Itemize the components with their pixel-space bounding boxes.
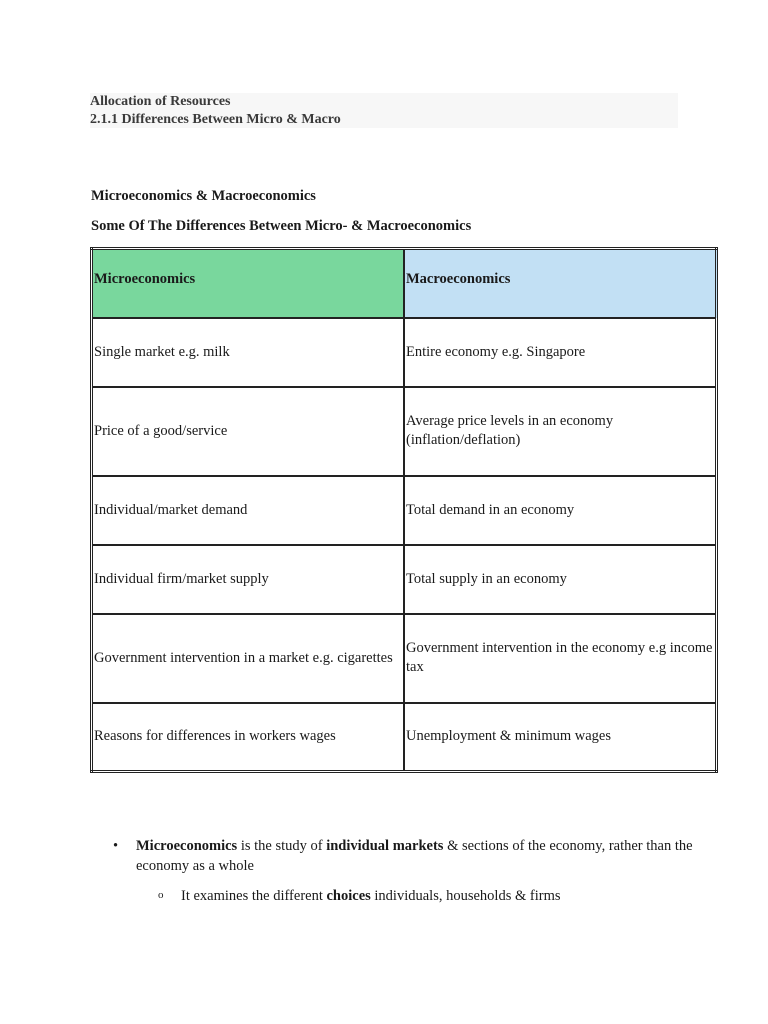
macro-cell: Unemployment & minimum wages bbox=[404, 703, 717, 772]
micro-cell: Single market e.g. milk bbox=[92, 318, 405, 387]
sub-bullet-marker: o bbox=[158, 889, 164, 901]
table-row bbox=[92, 703, 717, 772]
bullet-list bbox=[110, 836, 710, 906]
header-macroeconomics: Macroeconomics bbox=[404, 249, 717, 318]
micro-cell: Individual/market demand bbox=[92, 476, 405, 545]
sub-bullet-emphasis: choices bbox=[326, 888, 371, 904]
bullet-text: is the study of bbox=[237, 838, 327, 854]
micro-cell: Price of a good/service bbox=[92, 387, 405, 476]
macro-cell: Government intervention in the economy e.g income tax bbox=[404, 614, 717, 703]
list-item bbox=[110, 836, 710, 876]
bullet-marker: • bbox=[113, 838, 119, 854]
header-microeconomics: Microeconomics bbox=[92, 249, 405, 318]
section-title: Microeconomics & Macroeconomics bbox=[91, 188, 316, 204]
table-row bbox=[92, 318, 717, 387]
breadcrumb-header bbox=[90, 93, 678, 128]
macro-cell: Total demand in an economy bbox=[404, 476, 717, 545]
bullet-term: Microeconomics bbox=[136, 838, 238, 854]
topic-title: Allocation of Resources bbox=[90, 94, 231, 109]
macro-cell: Entire economy e.g. Singapore bbox=[404, 318, 717, 387]
macro-cell: Average price levels in an economy (inflation/deflation) bbox=[404, 387, 717, 476]
micro-cell: Reasons for differences in workers wages bbox=[92, 703, 405, 772]
micro-cell: Individual firm/market supply bbox=[92, 545, 405, 614]
comparison-table bbox=[90, 247, 718, 773]
subtopic-title: 2.1.1 Differences Between Micro & Macro bbox=[90, 112, 341, 127]
table-row bbox=[92, 476, 717, 545]
bullet-emphasis: individual markets bbox=[326, 838, 444, 854]
micro-cell: Government intervention in a market e.g. cigarettes bbox=[92, 614, 405, 703]
table-header-row bbox=[92, 249, 717, 318]
table-row bbox=[92, 545, 717, 614]
table-row bbox=[92, 614, 717, 703]
table-row bbox=[92, 387, 717, 476]
sub-bullet-text: individuals, households & firms bbox=[370, 888, 561, 904]
sub-list-item bbox=[110, 886, 710, 906]
macro-cell: Total supply in an economy bbox=[404, 545, 717, 614]
bullet-text: & sections of the economy, rather than the economy as a whole bbox=[136, 838, 693, 874]
sub-bullet-text: It examines the different bbox=[181, 888, 327, 904]
table-title: Some Of The Differences Between Micro- & Macroeconomics bbox=[91, 218, 472, 234]
